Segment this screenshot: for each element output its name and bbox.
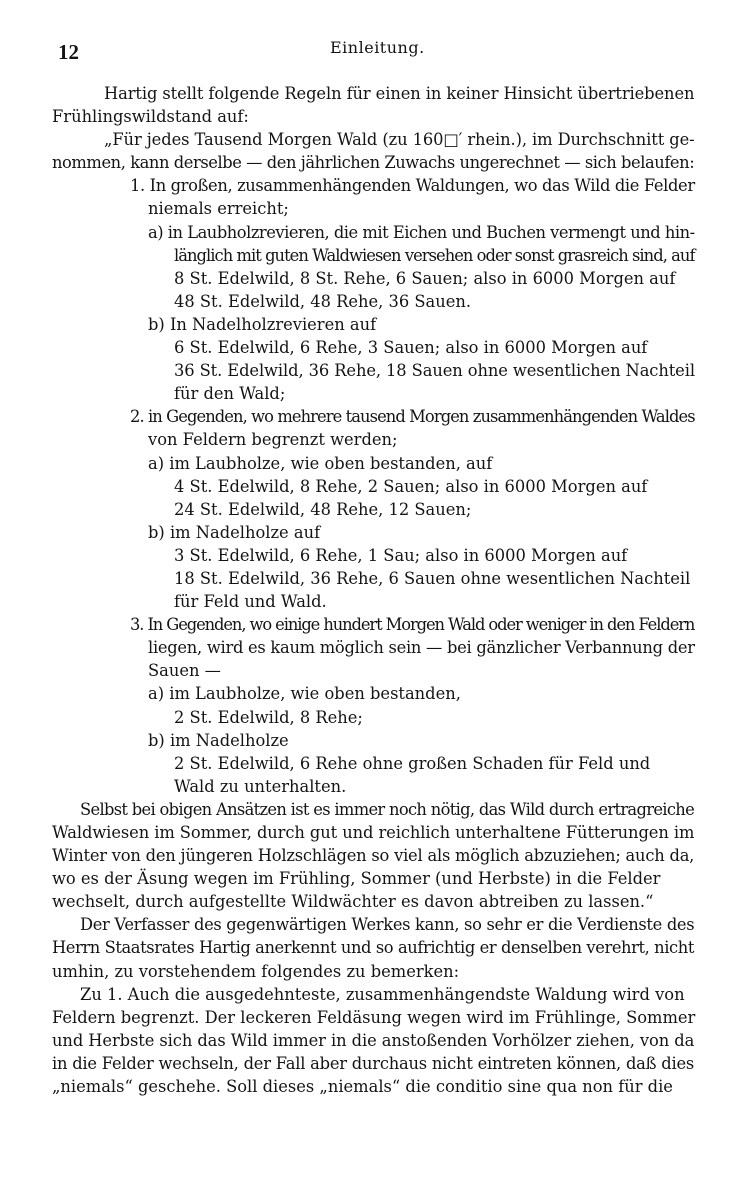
text-line: niemals erreicht; — [148, 199, 289, 219]
text-line: länglich mit guten Waldwiesen versehen oder sonst grasreich sind, auf — [174, 245, 695, 265]
text-line: Hartig stellt folgende Regeln für einen in keiner Hinsicht übertriebenen — [104, 84, 695, 103]
text-line: wechselt, durch aufgestellte Wildwächter es davon abtreiben zu lassen.“ — [52, 892, 654, 912]
text-line: 1. In großen, zusammenhängenden Waldungen, wo das Wild die Felder — [130, 176, 695, 196]
text-line: Frühlingswildstand auf: — [52, 107, 249, 127]
text-line: 8 St. Edelwild, 8 St. Rehe, 6 Sauen; also in 6000 Morgen auf — [174, 268, 676, 288]
text-line: 2 St. Edelwild, 6 Rehe ohne großen Schaden für Feld und — [174, 753, 651, 773]
text-line: b) In Nadelholzrevieren auf — [148, 314, 377, 334]
body-text — [52, 82, 698, 1098]
text-line: Der Verfasser des gegenwärtigen Werkes kann, so sehr er die Verdienste des — [80, 915, 695, 935]
text-line: a) im Laubholze, wie oben bestanden, — [148, 684, 461, 704]
text-line: a) im Laubholze, wie oben bestanden, auf — [148, 453, 493, 473]
text-line: für Feld und Wald. — [174, 592, 327, 612]
text-line: Herrn Staatsrates Hartig anerkennt und so aufrichtig er denselben verehrt, nicht — [52, 938, 694, 958]
text-line: 2. in Gegenden, wo mehrere tausend Morgen zusammenhängenden Waldes — [130, 407, 695, 427]
text-line: 24 St. Edelwild, 48 Rehe, 12 Sauen; — [174, 499, 472, 519]
text-line: 2 St. Edelwild, 8 Rehe; — [174, 707, 363, 727]
text-line: und Herbste sich das Wild immer in die anstoßenden Vorhölzer ziehen, von da — [52, 1030, 695, 1050]
text-line: „Für jedes Tausend Morgen Wald (zu 160□′ rhein.), im Durchschnitt ge- — [104, 130, 695, 150]
text-line: Feldern begrenzt. Der leckeren Feldäsung wegen wird im Frühlinge, Sommer — [52, 1007, 696, 1027]
text-line: Sauen — — [148, 661, 221, 681]
text-line: 18 St. Edelwild, 36 Rehe, 6 Sauen ohne wesentlichen Nachteil — [174, 568, 691, 588]
text-line: Winter von den jüngeren Holzschlägen so viel als möglich abzuziehen; auch da, — [52, 846, 695, 866]
text-line: nommen, kann derselbe — den jährlichen Zuwachs ungerechnet — sich belaufen: — [52, 153, 695, 173]
text-line: 4 St. Edelwild, 8 Rehe, 2 Sauen; also in 6000 Morgen auf — [174, 476, 648, 496]
text-line: wo es der Äsung wegen im Frühling, Sommer (und Herbste) in die Felder — [52, 869, 661, 889]
text-line: 6 St. Edelwild, 6 Rehe, 3 Sauen; also in 6000 Morgen auf — [174, 338, 648, 358]
text-line: „niemals“ geschehe. Soll dieses „niemals“ die conditio sine qua non für die — [52, 1077, 673, 1097]
text-line: 48 St. Edelwild, 48 Rehe, 36 Sauen. — [174, 291, 472, 311]
running-head: Einleitung. — [330, 38, 425, 57]
text-line: umhin, zu vorstehendem folgendes zu bemerken: — [52, 961, 460, 981]
text-line: liegen, wird es kaum möglich sein — bei gänzlicher Verbannung der — [148, 638, 695, 658]
text-line: b) im Nadelholze auf — [148, 522, 321, 542]
page-number: 12 — [58, 40, 79, 64]
text-line: 3 St. Edelwild, 6 Rehe, 1 Sau; also in 6000 Morgen auf — [174, 545, 628, 565]
text-line: Zu 1. Auch die ausgedehnteste, zusammenhängendste Waldung wird von — [80, 984, 685, 1004]
text-line: für den Wald; — [174, 384, 286, 404]
text-line: 36 St. Edelwild, 36 Rehe, 18 Sauen ohne wesentlichen Nachteil — [174, 361, 695, 381]
text-line: Selbst bei obigen Ansätzen ist es immer noch nötig, das Wild durch ertragreiche — [80, 799, 695, 819]
text-line: Waldwiesen im Sommer, durch gut und reichlich unterhaltene Fütterungen im — [52, 823, 695, 842]
text-line: in die Felder wechseln, der Fall aber durchaus nicht eintreten können, daß dies — [52, 1053, 695, 1073]
text-line: b) im Nadelholze — [148, 730, 289, 750]
text-line: Wald zu unterhalten. — [174, 776, 347, 796]
text-line: 3. In Gegenden, wo einige hundert Morgen Wald oder weniger in den Feldern — [130, 615, 695, 635]
text-line: a) in Laubholzrevieren, die mit Eichen und Buchen vermengt und hin- — [148, 222, 695, 242]
text-line: von Feldern begrenzt werden; — [148, 430, 398, 450]
